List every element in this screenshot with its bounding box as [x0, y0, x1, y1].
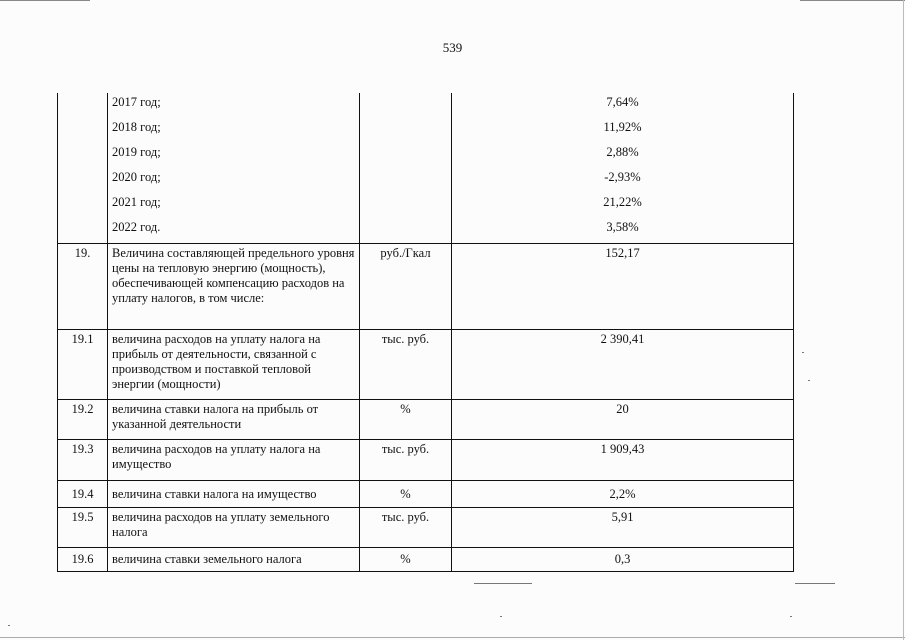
scan-speck [808, 380, 810, 381]
row-value: 2 390,41 [452, 330, 794, 400]
row-name: величина расходов на уплату земельного налога [108, 508, 360, 548]
year-label: 2019 год; [108, 143, 360, 168]
scan-speck [790, 616, 792, 617]
row-name: Величина составляющей предельного уровня цены на тепловую энергию (мощность), обеспечивающей компенсацию расходов на уплату налогов, в том числе: [108, 244, 360, 330]
year-label: 2020 год; [108, 168, 360, 193]
row-value: 5,91 [452, 508, 794, 548]
row-number: 19.4 [58, 481, 108, 508]
scan-smudge [474, 583, 532, 584]
year-label: 2022 год. [108, 218, 360, 244]
row-number: 19.1 [58, 330, 108, 400]
year-value: 3,58% [452, 218, 794, 244]
row-name: величина расходов на уплату налога на прибыль от деятельности, связанной с производством и поставкой тепловой энергии (мощности) [108, 330, 360, 400]
year-value: 11,92% [452, 118, 794, 143]
row-value: 20 [452, 400, 794, 440]
table-row [58, 244, 794, 330]
scan-edge-right [903, 0, 904, 640]
scan-speck [802, 352, 804, 353]
scan-edge-top [0, 0, 90, 1]
row-name: величина ставки земельного налога [108, 548, 360, 572]
row-name: величина расходов на уплату налога на имущество [108, 440, 360, 481]
data-table [57, 93, 794, 572]
row-unit: тыс. руб. [360, 330, 452, 400]
row-name: величина ставки налога на прибыль от указанной деятельности [108, 400, 360, 440]
row-unit: руб./Гкал [360, 244, 452, 330]
row-unit: % [360, 481, 452, 508]
row-unit: % [360, 548, 452, 572]
row-value: 152,17 [452, 244, 794, 330]
scan-edge-top-right [800, 0, 905, 1]
table-row [58, 330, 794, 400]
row-number: 19.6 [58, 548, 108, 572]
scan-smudge [795, 583, 835, 584]
row-unit: тыс. руб. [360, 508, 452, 548]
table-row [58, 508, 794, 548]
table-row [58, 481, 794, 508]
year-value: 7,64% [452, 93, 794, 118]
row-number: 19. [58, 244, 108, 330]
table-row [58, 440, 794, 481]
row-value: 2,2% [452, 481, 794, 508]
row-number-cell [58, 93, 108, 244]
scan-speck [500, 616, 502, 617]
row-unit: % [360, 400, 452, 440]
row-number: 19.5 [58, 508, 108, 548]
scan-edge-bottom [0, 637, 905, 638]
year-label: 2021 год; [108, 193, 360, 218]
row-unit: тыс. руб. [360, 440, 452, 481]
year-value: 2,88% [452, 143, 794, 168]
scan-speck [8, 625, 10, 626]
row-number: 19.3 [58, 440, 108, 481]
page-number: 539 [442, 40, 463, 55]
year-label: 2018 год; [108, 118, 360, 143]
year-value: -2,93% [452, 168, 794, 193]
table-row [58, 548, 794, 572]
unit-cell [360, 93, 452, 244]
year-label: 2017 год; [108, 93, 360, 118]
year-row [58, 93, 794, 118]
row-value: 1 909,43 [452, 440, 794, 481]
table-row [58, 400, 794, 440]
row-number: 19.2 [58, 400, 108, 440]
row-name: величина ставки налога на имущество [108, 481, 360, 508]
row-value: 0,3 [452, 548, 794, 572]
year-value: 21,22% [452, 193, 794, 218]
